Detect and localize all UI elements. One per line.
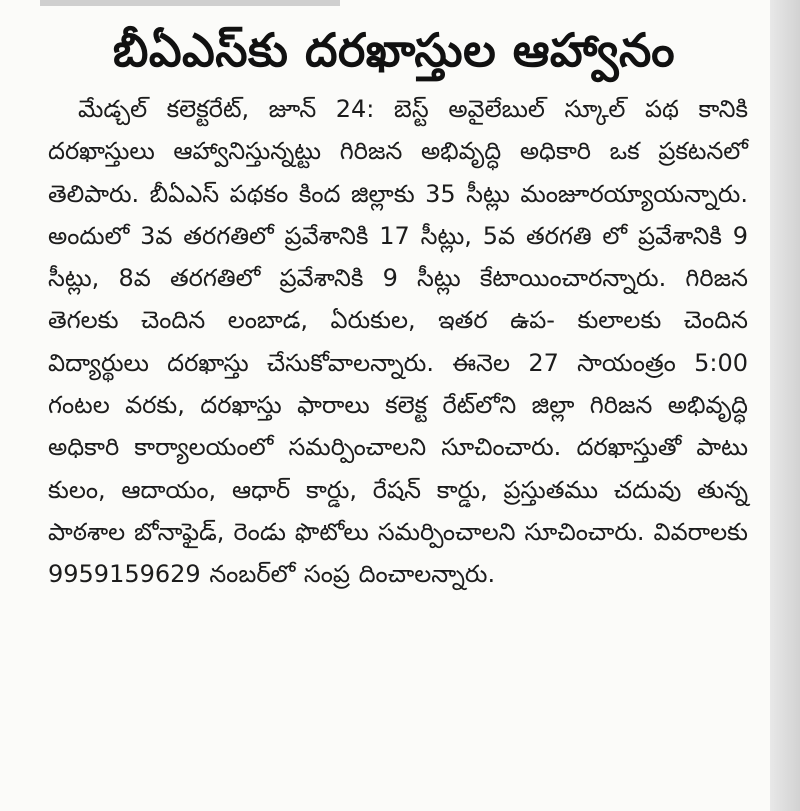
article-body: మేడ్చల్ కలెక్టరేట్, జూన్ 24: బెస్ట్ అవైలేబుల్ స్కూల్ పథ కానికి దరఖాస్తులు ఆహ్వానిస్తున్నట్టు గిరిజన అభివృద్ధి అధికారి ఒక ప్రకటనలో తెలిపారు. బీఏఎస్ పథకం కింద జిల్లాకు 35 సీట్లు మంజూరయ్యాయన్నారు. అందులో 3వ తరగతిలో ప్రవేశానికి 17 సీట్లు, 5వ తరగతి లో ప్రవేశానికి 9 సీట్లు, 8వ తరగతిలో ప్రవేశానికి 9 సీట్లు కేటాయించారన్నారు. గిరిజన తెగలకు చెందిన లంబాడ, ఏరుకుల, ఇతర ఉప- కులాలకు చెందిన విద్యార్థులు దరఖాస్తు చేసుకోవాలన్నారు. ఈనెల 27 సాయంత్రం 5:00 గంటల వరకు, దరఖాస్తు ఫారాలు కలెక్ట రేట్‌లోని జిల్లా గిరిజన అభివృద్ధి అధికారి కార్యాలయంలో సమర్పించాలని సూచించారు. దరఖాస్తుతో పాటు కులం, ఆదాయం, ఆధార్ కార్డు, రేషన్ కార్డు, ప్రస్తుతము చదువు తున్న పాఠశాల బోనాఫైడ్, రెండు ఫొటోలు సమర్పించాలని సూచించారు. వివరాలకు 9959159629 నంబర్‌లో సంప్ర దించాలన్నారు.	[48, 95, 748, 589]
page-edge	[770, 0, 800, 811]
article-headline: బీఏఎస్‌కు దరఖాస్తుల ఆహ్వానం	[112, 23, 676, 77]
top-rule	[40, 0, 340, 6]
